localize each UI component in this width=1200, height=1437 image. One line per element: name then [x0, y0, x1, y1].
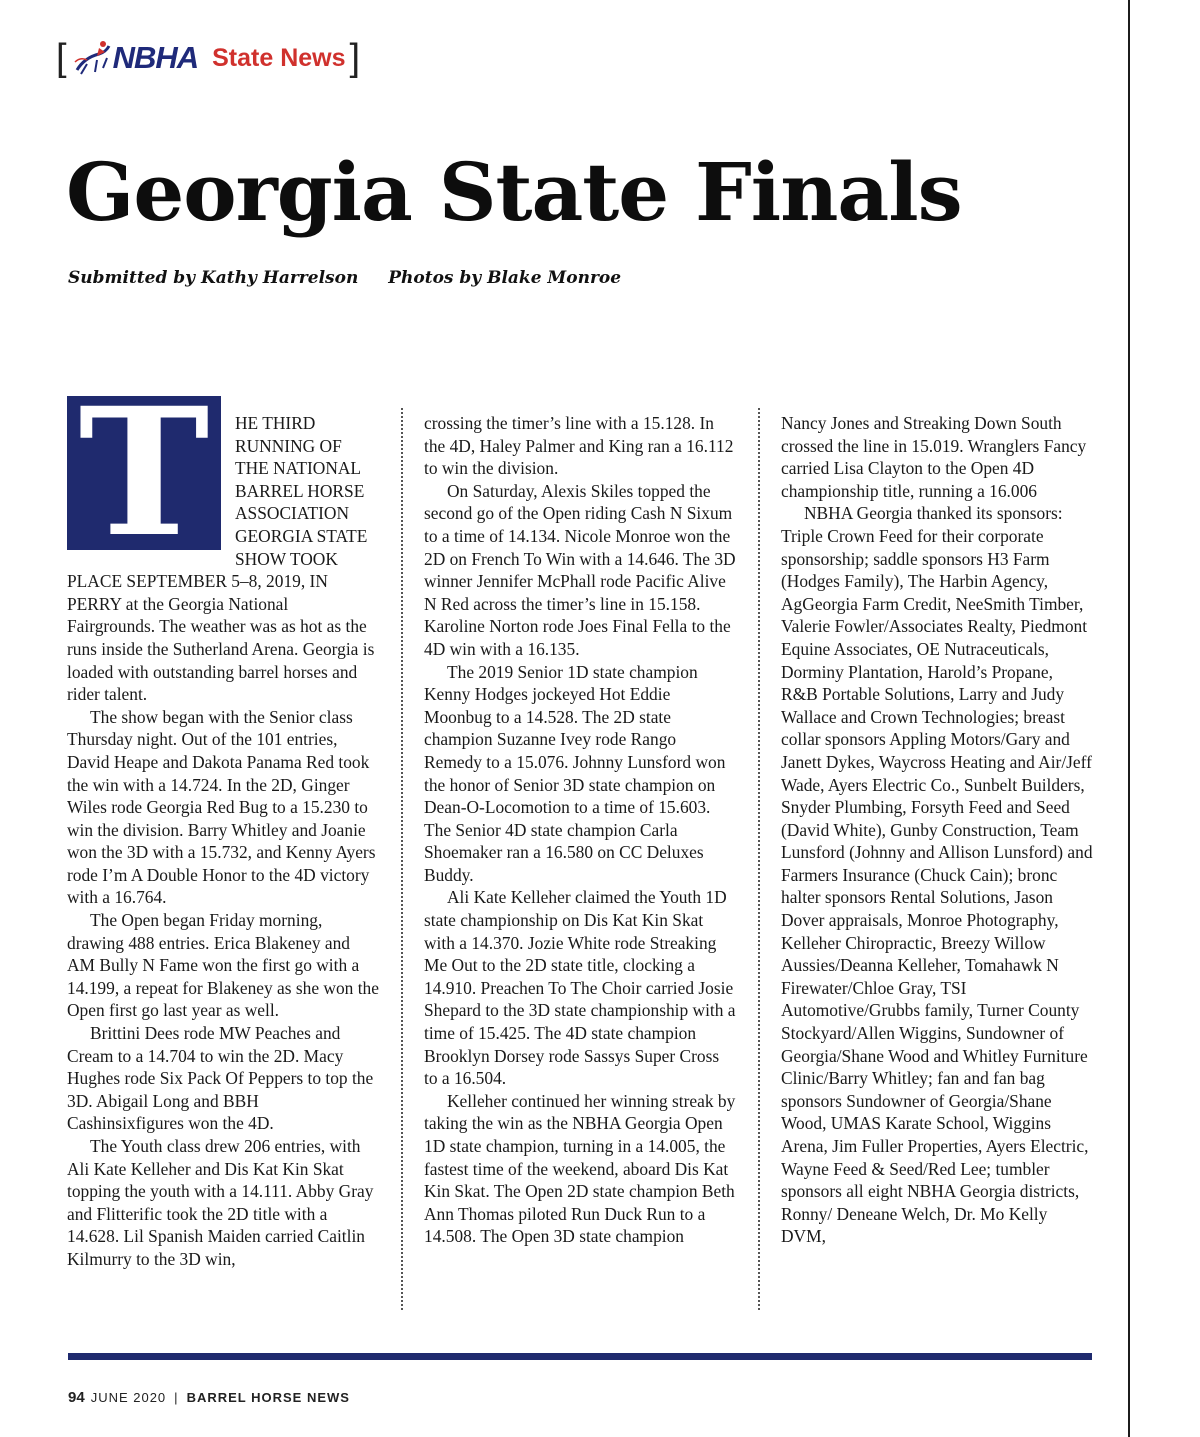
article-paragraph: HE THIRD RUNNING OF THE NATIONAL BARREL HORSE ASSOCIATION GEORGIA STATE SHOW TOOK PLACE SEPTEMBER 5–8, 2019, IN PERRY at the Georgia National Fairgrounds. The weather was as hot as the runs inside the Sutherland Arena. Georgia is loaded with outstanding barrel horses and rider talent.: [67, 413, 375, 705]
footer-rule: [68, 1353, 1092, 1360]
photos-by: Photos by Blake Monroe: [388, 268, 622, 288]
byline: [68, 268, 621, 288]
drop-cap: T: [67, 396, 221, 550]
page-footer: [68, 1389, 350, 1406]
article-paragraph: Brittini Dees rode MW Peaches and Cream to a 14.704 to win the 2D. Macy Hughes rode Six Pack Of Peppers to top the 3D. Abigail Long and BBH Cashinsixfigures won the 4D.: [67, 1023, 374, 1134]
issue-date: JUNE 2020: [90, 1390, 167, 1405]
article-title: Georgia State Finals: [66, 145, 962, 239]
section-tag: [56, 36, 360, 80]
logo-wordmark: NBHA: [112, 40, 199, 75]
article-paragraph: The 2019 Senior 1D state champion Kenny Hodges jockeyed Hot Eddie Moonbug to a 14.528. The 2D state champion Suzanne Ivey rode Rango Remedy to a 15.076. Johnny Lunsford won the honor of Senior 3D state champion on Dean-O-Locomotion to a time of 15.603. The Senior 4D state champion Carla Shoemaker ran a 16.580 on CC Deluxes Buddy.: [424, 661, 726, 885]
article-column-3: [781, 412, 1093, 1248]
column-divider: [758, 408, 760, 1310]
article-paragraph: crossing the timer’s line with a 15.128. In the 4D, Haley Palmer and King ran a 16.112 to win the division.: [424, 413, 734, 479]
column-divider: [401, 408, 403, 1310]
nbha-logo: [73, 38, 199, 78]
section-label: State News: [212, 43, 346, 72]
article-paragraph: The Youth class drew 206 entries, with Ali Kate Kelleher and Dis Kat Kin Skat topping the youth with a 14.111. Abby Gray and Flitterific took the 2D title with a 14.628. Lil Spanish Maiden carried Caitlin Kilmurry to the 3D win,: [67, 1136, 374, 1269]
article-column-2: [424, 412, 736, 1248]
page-edge-rule: [1128, 0, 1130, 1437]
barrel-racer-icon: [73, 38, 117, 78]
publication-name: BARREL HORSE NEWS: [186, 1390, 350, 1405]
lead-in: HE THIRD RUNNING OF THE NATIONAL BARREL HORSE ASSOCIATION GEORGIA STATE SHOW TOOK PLACE SEPTEMBER 5–8, 2019, IN PERRY: [67, 413, 368, 614]
article-column-1: [67, 369, 379, 1271]
footer-separator: |: [174, 1390, 179, 1405]
open-bracket: [: [56, 37, 67, 79]
article-paragraph: The Open began Friday morning, drawing 488 entries. Erica Blakeney and AM Bully N Fame won the first go with a 14.199, a repeat for Blakeney as she won the Open first go last year as well.: [67, 910, 379, 1021]
article-paragraph: Nancy Jones and Streaking Down South crossed the line in 15.019. Wranglers Fancy carried Lisa Clayton to the Open 4D championship title, running a 16.006: [781, 413, 1087, 501]
article-paragraph: The show began with the Senior class Thursday night. Out of the 101 entries, David Heape and Dakota Panama Red took the win with a 14.724. In the 2D, Ginger Wiles rode Georgia Red Bug to a 15.230 to win the division. Barry Whitley and Joanie won the 3D with a 15.732, and Kenny Ayers rode I’m A Double Honor to the 4D victory with a 16.764.: [67, 706, 376, 908]
article-paragraph: On Saturday, Alexis Skiles topped the second go of the Open riding Cash N Sixum to a time of 14.134. Nicole Monroe won the 2D on French To Win with a 14.646. The 3D winner Jennifer McPhall rode Pacific Alive N Red across the timer’s line in 15.158. Karoline Norton rode Joes Final Fella to the 4D win with a 16.135.: [424, 480, 736, 659]
submitted-by: Submitted by Kathy Harrelson: [68, 268, 359, 288]
article-paragraph: Kelleher continued her winning streak by taking the win as the NBHA Georgia Open 1D state champion, turning in a 14.005, the fastest time of the weekend, aboard Dis Kat Kin Skat. The Open 2D state champion Beth Ann Thomas piloted Run Duck Run to a 14.508. The Open 3D state champion: [424, 1090, 736, 1247]
article-paragraph: NBHA Georgia thanked its sponsors: Triple Crown Feed for their corporate sponsorship; saddle sponsors H3 Farm (Hodges Family), The Harbin Agency, AgGeorgia Farm Credit, NeeSmith Timber, Valerie Fowler/Associates Realty, Piedmont Equine Associates, OE Nutraceuticals, Dorminy Plantation, Harold’s Propane, R&B Portable Solutions, Larry and Judy Wallace and Crown Technologies; breast collar sponsors Appling Motors/Gary and Janett Dykes, Waycross Heating and Air/Jeff Wade, Ayers Electric Co., Sunbelt Builders, Snyder Plumbing, Forsyth Feed and Seed (David White), Gunby Construction, Team Lunsford (Johnny and Allison Lunsford) and Farmers Insurance (Chuck Cain); bronc halter sponsors Rental Solutions, Jason Dover appraisals, Monroe Photography, Kelleher Chiropractic, Breezy Willow Aussies/Deanna Kelleher, Tomahawk N Firewater/Chloe Gray, TSI Automotive/Grubbs family, Turner County Stockyard/Allen Wiggins, Sundowner of Georgia/Shane Wood and Whitley Furniture Clinic/Barry Whitley; fan and fan bag sponsors Sundowner of Georgia/Shane Wood, UMAS Karate School, Wiggins Arena, Jim Fuller Properties, Ayers Electric, Wayne Feed & Seed/Red Lee; tumbler sponsors all eight NBHA Georgia districts, Ronny/ Deneane Welch, Dr. Mo Kelly DVM,: [781, 503, 1093, 1247]
close-bracket: ]: [349, 37, 361, 79]
article-paragraph: Ali Kate Kelleher claimed the Youth 1D state championship on Dis Kat Kin Skat with a 14.370. Jozie White rode Streaking Me Out to the 2D state title, clocking a 14.910. Preachen To The Choir carried Josie Shepard to the 3D state championship with a time of 15.425. The 4D state champion Brooklyn Dorsey rode Sassys Super Cross to a 16.504.: [424, 887, 736, 1089]
page-number: 94: [68, 1389, 85, 1406]
